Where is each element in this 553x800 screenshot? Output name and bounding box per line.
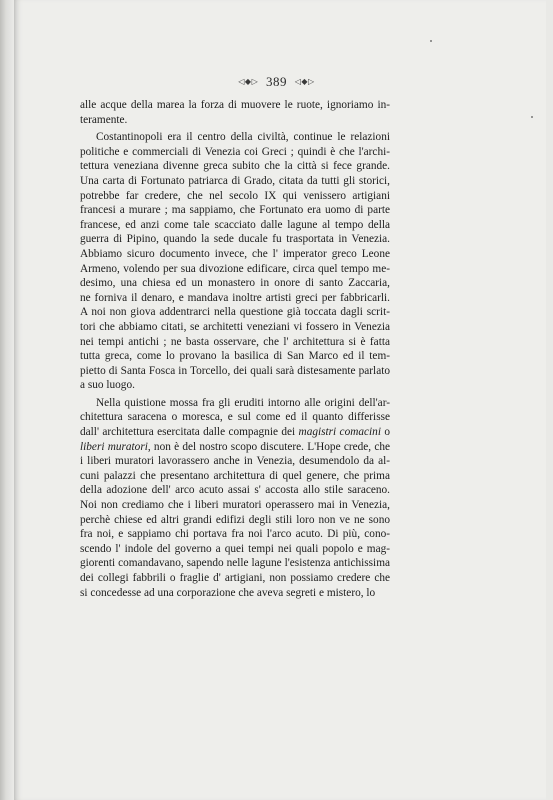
- text-line: politiche e commerciali di Venezia coi Greci ; quindi è che l'archi-: [80, 145, 390, 158]
- text-line: perchè chiese ed altri grandi edifizi degli stili loro non ve ne sono: [80, 513, 390, 526]
- text-line: A noi non giova addentrarci nella questione già toccata dagli scrit-: [80, 306, 390, 319]
- text-line: liberi muratori, non è del nostro scopo discutere. L'Hope crede, che: [80, 440, 390, 453]
- ornament-right-icon: ◁◆▷: [294, 77, 315, 86]
- paragraph: [80, 396, 390, 600]
- paragraph: [80, 130, 390, 393]
- text-line: della adozione dell' arco acuto assai s' accosta allo stile saraceno.: [80, 484, 390, 497]
- text-line: tutta greca, come lo provano la basilica di San Marco ed il tem-: [80, 350, 390, 363]
- text-line: dall' architettura esercitata dalle compagnie dei magistri comacini o: [80, 426, 390, 439]
- text-line: Noi non crediamo che i liberi muratori operassero mai in Venezia,: [80, 499, 390, 512]
- ornament-left-icon: ◁◆▷: [238, 77, 259, 86]
- text-line: alle acque della marea la forza di muovere le ruote, ignoriamo in-: [80, 99, 390, 111]
- text-line: guerra di Pipino, quando la sede ducale fu trasportata in Venezia.: [80, 233, 390, 246]
- body-text: [80, 98, 390, 600]
- text-line: Una carta di Fortunato patriarca di Grado, citata da tutti gli storici,: [80, 174, 390, 187]
- text-line: nei tempi antichi ; ne basta osservare, che l' architettura si è fatta: [80, 335, 390, 348]
- text-line: i liberi muratori lavorassero anche in Venezia, desumendolo da al-: [80, 455, 390, 468]
- paper-speck: [531, 116, 533, 118]
- paper-speck: [430, 40, 432, 42]
- text-line: tettura veneziana divenne greca subito che la città si fece grande.: [80, 160, 390, 173]
- text-line: fra noi, e sappiamo chi portava fra noi l'arco acuto. Di più, cono-: [80, 528, 390, 541]
- text-line: tori che abbiamo citati, se architetti veneziani vi fossero in Venezia: [80, 320, 390, 333]
- text-line: potrebbe far credere, che nel secolo IX qui venissero artigiani: [80, 189, 390, 202]
- text-line: Costantinopoli era il centro della civiltà, continue le relazioni: [96, 131, 390, 144]
- italic-phrase: liberi muratori: [80, 440, 148, 453]
- text-line: chitettura saracena o moresca, e sul come ed il quanto differisse: [80, 411, 390, 424]
- text-line: francesi a murare ; ma sappiamo, che Fortunato era uomo di parte: [80, 204, 390, 217]
- text-line: francese, ed anzi come tale scacciato dalle lagune al tempo della: [80, 218, 390, 231]
- page-header: [0, 74, 553, 90]
- text-line: pietto di Santa Fosca in Torcello, dei quali sarà distesamente parlato: [80, 364, 390, 377]
- paragraph: [80, 98, 390, 127]
- text-line: a suo luogo.: [80, 379, 135, 392]
- text-line: Abbiamo sicuro documento invece, che l' imperator greco Leone: [80, 247, 390, 260]
- text-line: Armeno, volendo per sua divozione edificare, circa quel tempo me-: [80, 262, 390, 275]
- text-line: teramente.: [80, 113, 128, 126]
- text-line: cuni palazzi che presentano architettura di quel genere, che prima: [80, 469, 390, 482]
- italic-phrase: magistri comacini: [298, 426, 381, 439]
- text-line: Nella quistione mossa fra gli eruditi intorno alle origini dell'ar-: [96, 396, 390, 409]
- text-line: scendo l' indole del governo a quei tempi nei quali popolo e mag-: [80, 542, 390, 555]
- text-line: dei collegi fabbrili o fraglie d' artigiani, non possiamo credere che: [80, 572, 390, 584]
- text-line: ne forniva il denaro, e mandava inoltre artisti greci per fabbricarli.: [80, 291, 390, 304]
- text-line: giorenti comandavano, sapendo nelle lagune l'esistenza antichissima: [80, 557, 390, 570]
- page-number: 389: [266, 74, 287, 89]
- text-line: desimo, una chiesa ed un monastero in onore di santo Zaccaria,: [80, 277, 390, 290]
- text-line: si concedesse ad una corporazione che aveva segreti e mistero, lo: [80, 586, 376, 599]
